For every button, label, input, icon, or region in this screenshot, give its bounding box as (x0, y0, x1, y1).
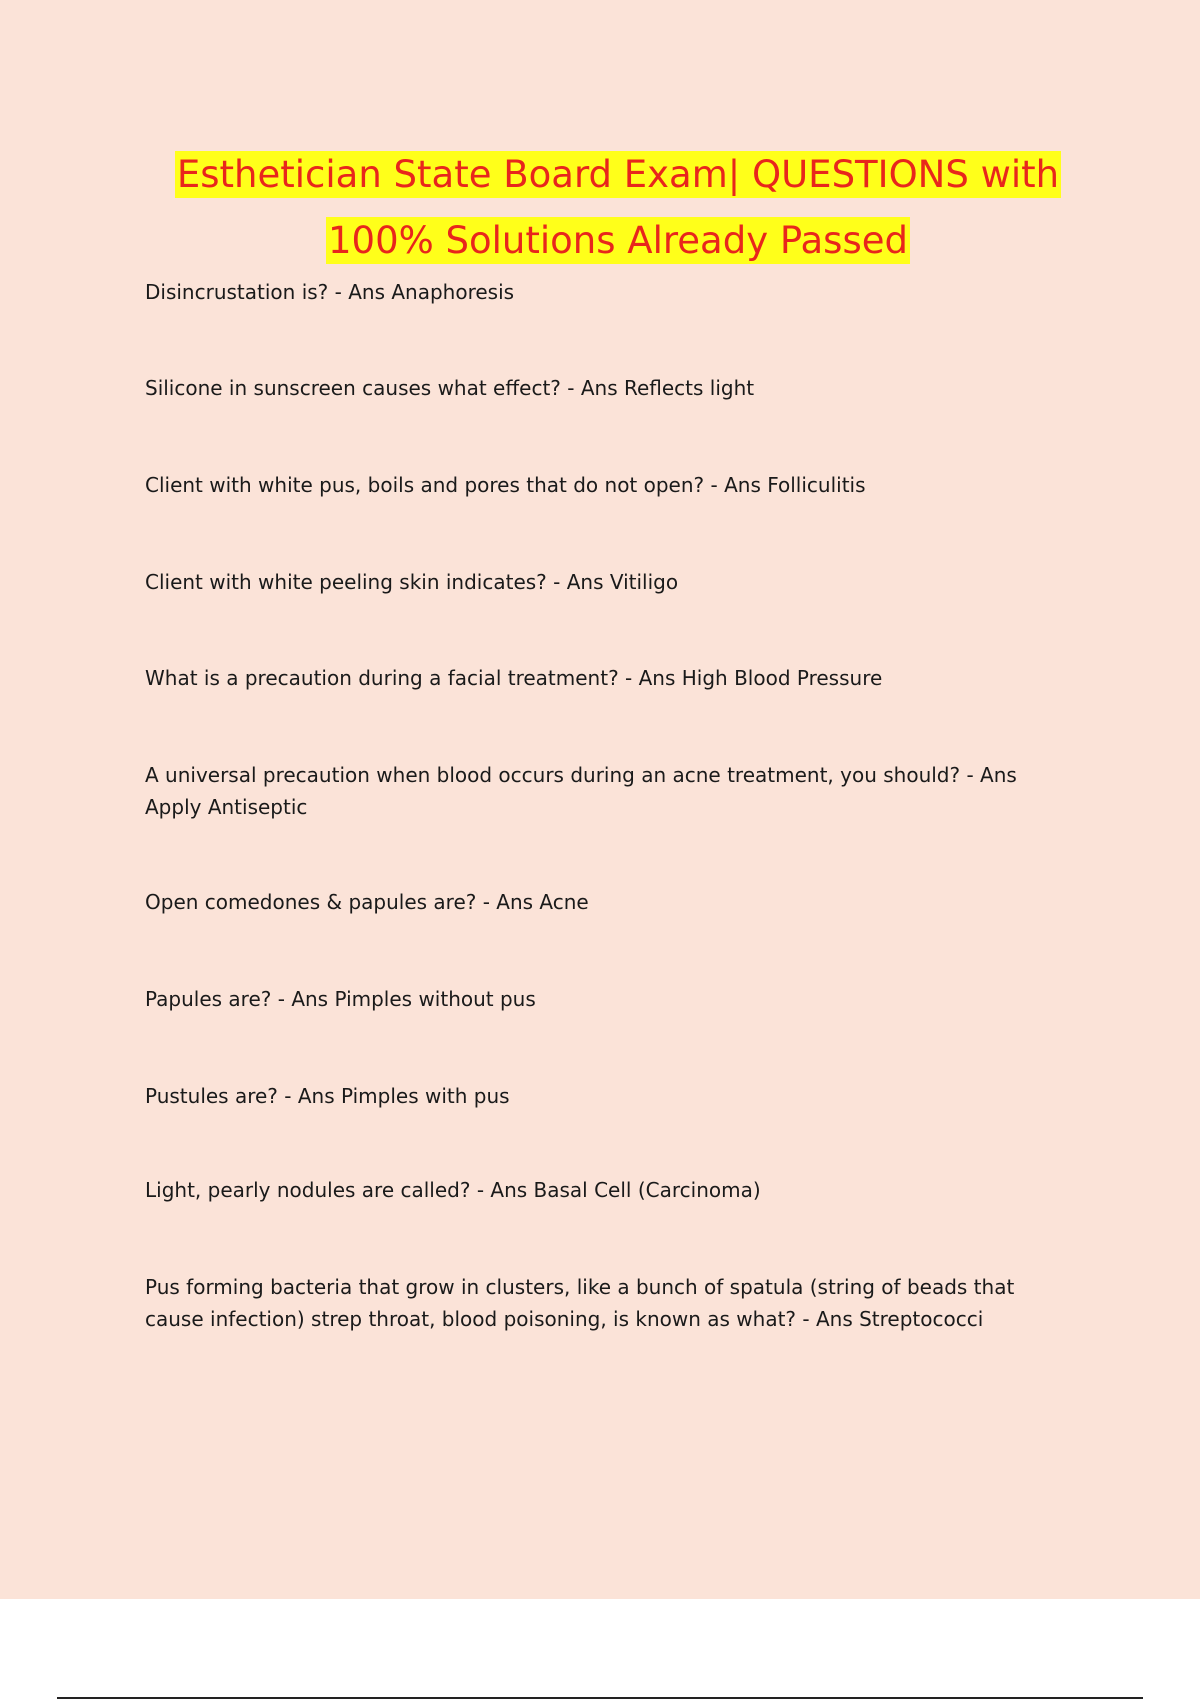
qa-item: Pustules are? - Ans Pimples with pus (145, 1084, 510, 1108)
qa-item: Silicone in sunscreen causes what effect? - Ans Reflects light (145, 376, 755, 400)
title-line-2: 100% Solutions Already Passed (327, 219, 908, 262)
qa-item: Light, pearly nodules are called? - Ans Basal Cell (Carcinoma) (145, 1178, 761, 1202)
qa-item: Open comedones & papules are? - Ans Acne (145, 890, 589, 914)
qa-item: Papules are? - Ans Pimples without pus (145, 987, 536, 1011)
qa-item: Client with white pus, boils and pores that do not open? - Ans Folliculitis (145, 473, 866, 497)
document-title (0, 146, 1200, 278)
qa-item: Client with white peeling skin indicates? - Ans Vitiligo (145, 570, 679, 594)
qa-item: Disincrustation is? - Ans Anaphoresis (145, 280, 515, 304)
qa-item: A universal precaution when blood occurs during an acne treatment, you should? - Ans Apply Antiseptic (145, 763, 1017, 819)
qa-item: Pus forming bacteria that grow in clusters, like a bunch of spatula (string of beads that cause infection) strep throat, blood poisoning, is known as what? - Ans Streptococci (145, 1275, 1015, 1331)
qa-item: What is a precaution during a facial treatment? - Ans High Blood Pressure (145, 666, 883, 690)
title-line-1: Esthetician State Board Exam| QUESTIONS with (176, 153, 1060, 196)
footer-divider (57, 1697, 1143, 1699)
